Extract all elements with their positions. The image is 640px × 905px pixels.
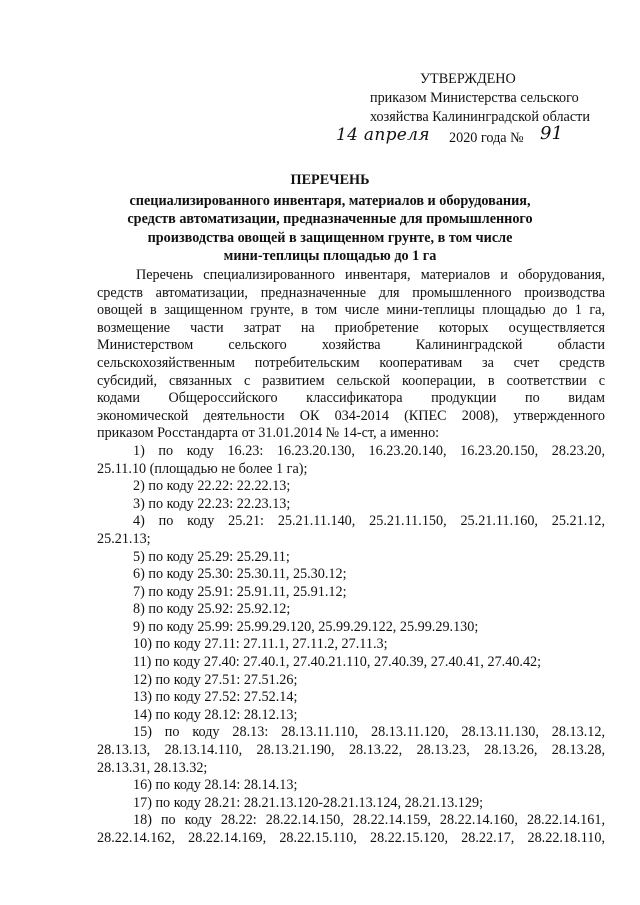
heading-line: производства овощей в защищенном грунте, в том числе <box>147 229 513 246</box>
intro-line: Перечень специализированного инвентаря, материалов и оборудования, <box>136 267 605 283</box>
list-item-line: 15) по коду 28.13: 28.13.11.110, 28.13.11.120, 28.13.11.130, 28.13.12, <box>133 724 605 741</box>
approval-line-1: приказом Министерства сельского <box>370 90 579 106</box>
list-item-line: 17) по коду 28.21: 28.21.13.120-28.21.13.124, 28.21.13.129; <box>133 794 484 811</box>
heading-line: средств автоматизации, предназначенные для промышленного <box>127 211 533 228</box>
list-item-line: 11) по коду 27.40: 27.40.1, 27.40.21.110, 27.40.39, 27.40.41, 27.40.42; <box>133 654 542 671</box>
list-item-line: 5) по коду 25.29: 25.29.11; <box>133 548 290 565</box>
list-item-line: 28.13.31, 28.13.32; <box>97 759 208 776</box>
list-item <box>97 672 605 690</box>
intro-line: возмещение части затрат на приобретение которых осуществляется <box>97 319 605 336</box>
list-item <box>97 812 605 847</box>
approval-title: УТВЕРЖДЕНО <box>420 71 516 87</box>
list-item <box>97 601 605 619</box>
approval-date-row <box>334 123 624 151</box>
intro-line: кодами Общероссийского классификатора продукции по видам <box>97 390 605 407</box>
intro-paragraph <box>97 267 605 443</box>
handwritten-date: 14 апреля <box>336 125 430 145</box>
list-item-line: 3) по коду 22.23: 22.23.13; <box>133 495 291 512</box>
document-body <box>97 267 605 848</box>
list-item <box>97 443 605 478</box>
list-item <box>97 777 605 795</box>
list-item <box>97 478 605 496</box>
intro-line: субсидий, связанных с развитием сельской кооперации, в соответствии с <box>97 372 605 389</box>
list-item-line: 25.21.13; <box>97 530 151 547</box>
list-item <box>97 707 605 725</box>
intro-line: сельскохозяйственным потребительским кооперативам за счет средств <box>97 354 605 371</box>
intro-line: экономической деятельности ОК 034-2014 (КПЕС 2008), утвержденного <box>97 407 605 424</box>
list-item <box>97 496 605 514</box>
list-item-line: 14) по коду 28.12: 28.12.13; <box>133 706 298 723</box>
intro-line: овощей в защищенном грунте, в том числе мини-теплицы площадью до 1 га, <box>97 302 605 319</box>
list-item <box>97 619 605 637</box>
list-item <box>97 654 605 672</box>
list-item <box>97 724 605 777</box>
list-item <box>97 549 605 567</box>
list-item-line: 16) по коду 28.14: 28.14.13; <box>133 777 298 794</box>
list-item-line: 9) по коду 25.99: 25.99.29.120, 25.99.29.122, 25.99.29.130; <box>133 618 479 635</box>
list-item <box>97 795 605 813</box>
intro-line: средств автоматизации, предназначенные для промышленного производства <box>97 284 605 301</box>
intro-line: приказом Росстандарта от 31.01.2014 № 14-ст, а именно: <box>97 425 440 442</box>
list-item-line: 10) по коду 27.11: 27.11.1, 27.11.2, 27.11.3; <box>133 636 388 653</box>
intro-line: Министерством сельского хозяйства Калининградской области <box>97 337 605 354</box>
list-item-line: 8) по коду 25.92: 25.92.12; <box>133 601 291 618</box>
list-item-line: 12) по коду 27.51: 27.51.26; <box>133 671 298 688</box>
list-item-line: 28.13.13, 28.13.14.110, 28.13.21.190, 28.13.22, 28.13.23, 28.13.26, 28.13.28, <box>97 742 605 759</box>
list-item <box>97 689 605 707</box>
handwritten-number: 91 <box>540 123 563 144</box>
list-item <box>97 584 605 602</box>
list-item-line: 4) по коду 25.21: 25.21.11.140, 25.21.11.150, 25.21.11.160, 25.21.12, <box>133 513 605 530</box>
heading-title: ПЕРЕЧЕНЬ <box>290 172 370 188</box>
list-item-line: 13) по коду 27.52: 27.52.14; <box>133 689 298 706</box>
list-item-line: 28.22.14.162, 28.22.14.169, 28.22.15.110, 28.22.15.120, 28.22.17, 28.22.18.110, <box>97 830 605 846</box>
approval-block <box>334 70 624 151</box>
list-item <box>97 513 605 548</box>
list-item-line: 6) по коду 25.30: 25.30.11, 25.30.12; <box>133 566 347 583</box>
approval-line-2: хозяйства Калининградской области <box>370 109 590 125</box>
list-item <box>97 566 605 584</box>
document-heading <box>80 171 580 266</box>
list-item-line: 18) по коду 28.22: 28.22.14.150, 28.22.14.159, 28.22.14.160, 28.22.14.161, <box>133 812 605 829</box>
list-item-line: 7) по коду 25.91: 25.91.11, 25.91.12; <box>133 583 347 600</box>
list-item-line: 2) по коду 22.22: 22.22.13; <box>133 478 291 495</box>
code-list <box>97 443 605 848</box>
list-item-line: 25.11.10 (площадью не более 1 га); <box>97 460 308 477</box>
heading-line: мини-теплицы площадью до 1 га <box>223 248 437 265</box>
heading-line: специализированного инвентаря, материалов и оборудования, <box>129 192 531 209</box>
approval-date-printed: 2020 года № <box>449 130 524 146</box>
list-item-line: 1) по коду 16.23: 16.23.20.130, 16.23.20.140, 16.23.20.150, 28.23.20, <box>133 442 605 459</box>
list-item <box>97 636 605 654</box>
